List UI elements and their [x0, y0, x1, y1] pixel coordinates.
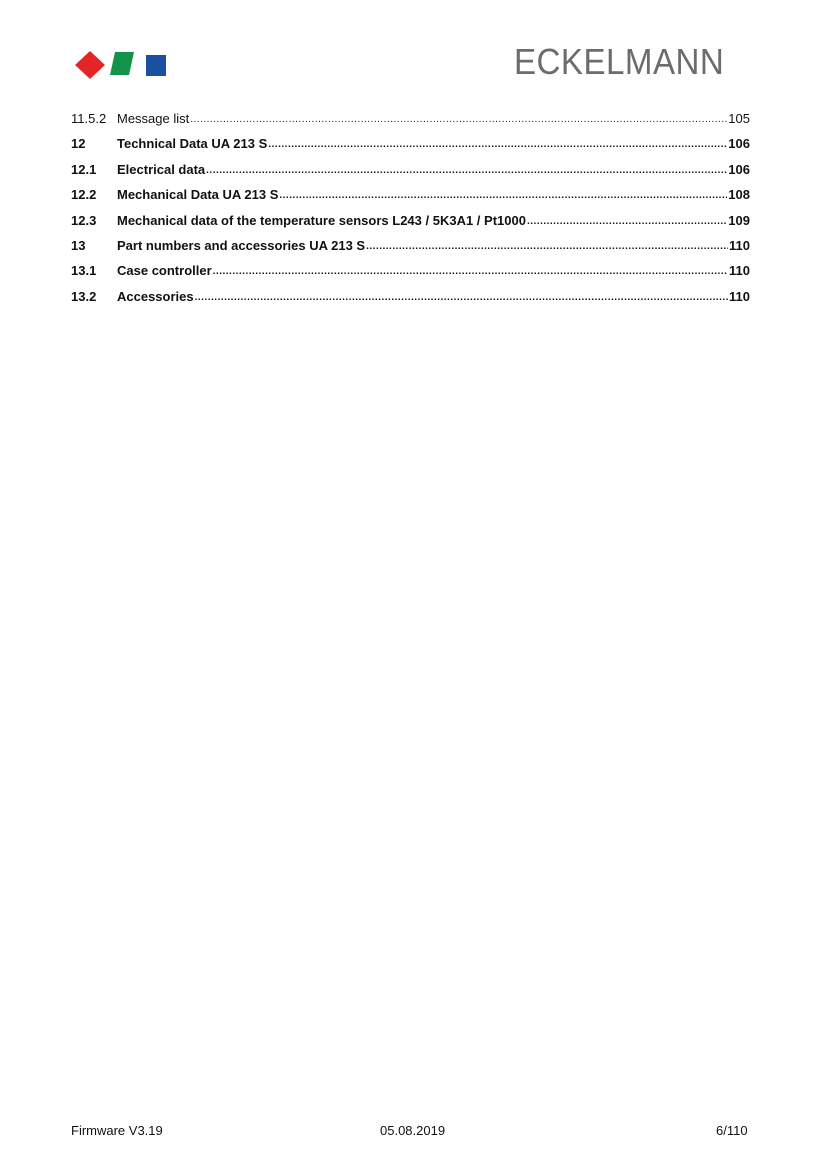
- toc-entry[interactable]: [71, 185, 750, 210]
- toc-entry-number: 13: [71, 237, 86, 253]
- company-logo: [74, 45, 168, 79]
- toc-entry[interactable]: [71, 211, 750, 236]
- toc-entry[interactable]: [71, 287, 750, 312]
- toc-entry-number: 12.1: [71, 161, 97, 177]
- footer-firmware-version: Firmware V3.19: [71, 1123, 163, 1138]
- brand-wordmark: ECKELMANN: [514, 41, 725, 82]
- toc-entry-title: Mechanical data of the temperature sensors L243 / 5K3A1 / Pt1000: [117, 212, 526, 228]
- toc-dot-leader: [527, 212, 727, 232]
- toc-entry-number: 12: [71, 136, 86, 152]
- toc-entry-page: 106: [728, 136, 750, 152]
- toc-entry-page: 109: [728, 212, 750, 228]
- toc-entry-page: 108: [728, 187, 750, 203]
- toc-dot-leader: [195, 288, 728, 308]
- toc-entry-title: Accessories: [117, 288, 194, 304]
- logo-red-diamond: [75, 51, 105, 79]
- toc-entry[interactable]: [71, 261, 750, 286]
- logo-blue-square: [146, 55, 166, 76]
- toc-entry-title: Electrical data: [117, 161, 206, 177]
- toc-entry-number: 12.3: [71, 212, 97, 228]
- toc-entry-number: 13.1: [71, 263, 97, 279]
- logo-green-parallelogram: [110, 52, 134, 75]
- toc-entry-number: 11.5.2: [71, 111, 107, 126]
- toc-entry-title: Case controller: [117, 263, 212, 279]
- toc-entry[interactable]: [71, 134, 750, 159]
- toc-entry-title: Technical Data UA 213 S: [117, 136, 268, 152]
- toc-entry-title: Message list: [117, 111, 190, 126]
- toc-dot-leader: [268, 135, 727, 155]
- toc-entry-title: Part numbers and accessories UA 213 S: [117, 237, 366, 253]
- toc-dot-leader: [190, 110, 727, 130]
- toc-entry[interactable]: [71, 236, 750, 261]
- toc-entry-page: 110: [729, 288, 750, 304]
- toc-entry-page: 110: [729, 263, 750, 279]
- footer-page-number: 6/110: [716, 1123, 748, 1138]
- toc-dot-leader: [206, 161, 727, 181]
- toc-entry-page: 105: [728, 111, 750, 126]
- toc-entry-title: Mechanical Data UA 213 S: [117, 187, 279, 203]
- toc-dot-leader: [213, 262, 728, 282]
- table-of-contents: [71, 109, 750, 312]
- toc-dot-leader: [279, 186, 727, 206]
- toc-entry-number: 12.2: [71, 187, 97, 203]
- toc-entry[interactable]: [71, 160, 750, 185]
- logo-diamonds-icon: [74, 45, 168, 79]
- toc-entry-number: 13.2: [71, 288, 97, 304]
- footer-date: 05.08.2019: [380, 1123, 446, 1138]
- toc-entry-page: 106: [728, 161, 750, 177]
- toc-dot-leader: [366, 237, 728, 257]
- toc-entry-page: 110: [729, 237, 750, 253]
- toc-entry[interactable]: [71, 109, 750, 134]
